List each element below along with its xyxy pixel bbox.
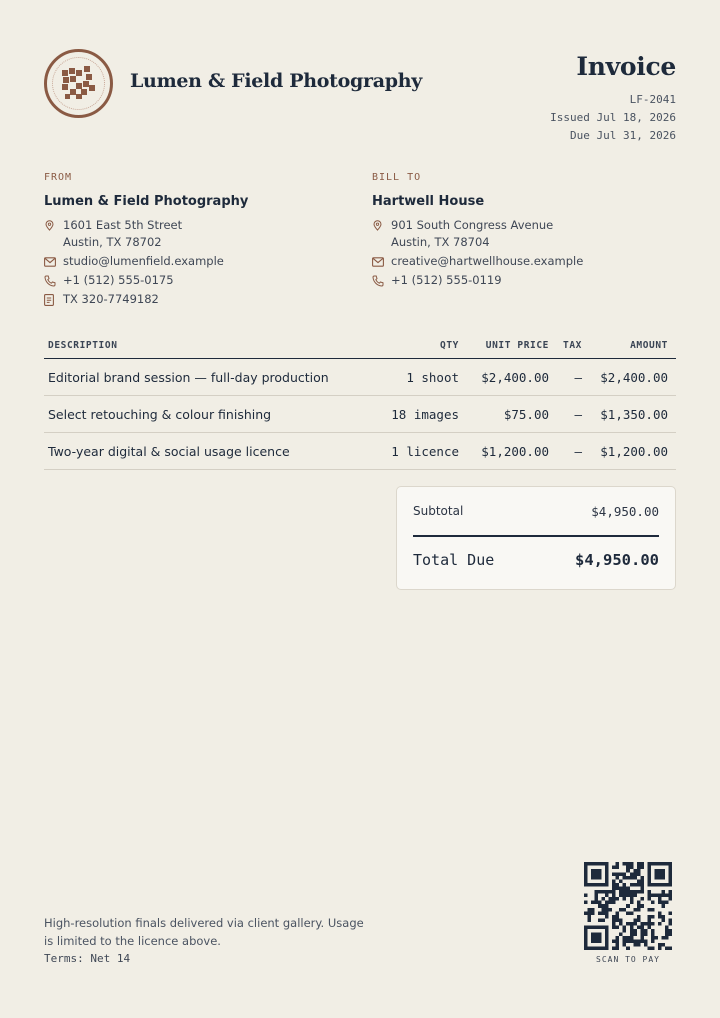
totals-box <box>396 486 676 590</box>
table-header <box>44 333 676 359</box>
bill-to-email: creative@hartwellhouse.example <box>391 254 584 268</box>
document-icon <box>44 291 63 308</box>
row-qty: 1 licence <box>391 443 459 459</box>
row-tax: — <box>574 369 582 385</box>
bill-to-address-line1: 901 South Congress Avenue <box>391 218 554 232</box>
from-email: studio@lumenfield.example <box>63 254 224 268</box>
row-amount: $2,400.00 <box>600 369 668 385</box>
from-phone: +1 (512) 555-0175 <box>63 273 174 287</box>
row-unit-price: $75.00 <box>503 406 549 422</box>
table-row <box>44 433 676 470</box>
subtotal-label: Subtotal <box>413 504 464 518</box>
subtotal-row <box>413 487 659 537</box>
from-name: Lumen & Field Photography <box>44 194 249 209</box>
invoice-meta <box>550 91 676 145</box>
invoice-page <box>44 0 676 1018</box>
header-description: DESCRIPTION <box>48 340 118 351</box>
bill-to-section <box>372 172 672 291</box>
subtotal-value: $4,950.00 <box>591 503 659 519</box>
row-description: Two-year digital & social usage licence <box>48 443 290 459</box>
mail-icon <box>372 253 391 270</box>
header-tax: TAX <box>563 340 582 351</box>
total-due-label: Total Due <box>413 551 495 569</box>
phone-icon <box>372 272 391 289</box>
line-items-table <box>44 333 676 470</box>
invoice-title: Invoice <box>576 52 676 81</box>
delivery-note: High-resolution finals delivered via client gallery. Usage is limited to the licence above. <box>44 916 364 948</box>
table-row <box>44 396 676 433</box>
bill-to-label: BILL TO <box>372 172 422 183</box>
mail-icon <box>44 253 63 270</box>
from-tax-id: TX 320-7749182 <box>63 292 159 306</box>
row-amount: $1,350.00 <box>600 406 668 422</box>
row-unit-price: $2,400.00 <box>481 369 549 385</box>
row-tax: — <box>574 443 582 459</box>
row-qty: 1 shoot <box>406 369 459 385</box>
payment-terms: Terms: Net 14 <box>44 952 131 965</box>
row-qty: 18 images <box>391 406 459 422</box>
row-amount: $1,200.00 <box>600 443 668 459</box>
from-address-line2: Austin, TX 78702 <box>63 235 162 249</box>
bill-to-phone: +1 (512) 555-0119 <box>391 273 502 287</box>
header-unit-price: UNIT PRICE <box>485 340 549 351</box>
total-due-value: $4,950.00 <box>575 551 659 569</box>
brand-logo <box>44 49 113 118</box>
logo-mark-icon <box>56 61 101 106</box>
header-amount: AMOUNT <box>630 340 668 351</box>
bill-to-name: Hartwell House <box>372 194 485 209</box>
phone-icon <box>44 272 63 289</box>
table-row <box>44 359 676 396</box>
due-date: Due Jul 31, 2026 <box>570 129 676 142</box>
row-description: Editorial brand session — full-day production <box>48 369 329 385</box>
bill-to-address-line2: Austin, TX 78704 <box>391 235 490 249</box>
from-address-line1: 1601 East 5th Street <box>63 218 183 232</box>
brand-name: Lumen & Field Photography <box>130 70 422 92</box>
qr-label: SCAN TO PAY <box>596 955 660 964</box>
invoice-number: LF-2041 <box>629 93 676 106</box>
map-pin-icon <box>44 217 63 234</box>
map-pin-icon <box>372 217 391 234</box>
from-section <box>44 172 344 310</box>
qr-code-icon[interactable] <box>584 862 672 950</box>
header-qty: QTY <box>440 340 459 351</box>
row-tax: — <box>574 406 582 422</box>
issue-date: Issued Jul 18, 2026 <box>550 111 676 124</box>
total-due-row <box>413 537 659 583</box>
row-description: Select retouching & colour finishing <box>48 406 272 422</box>
from-label: FROM <box>44 172 73 183</box>
row-unit-price: $1,200.00 <box>481 443 549 459</box>
